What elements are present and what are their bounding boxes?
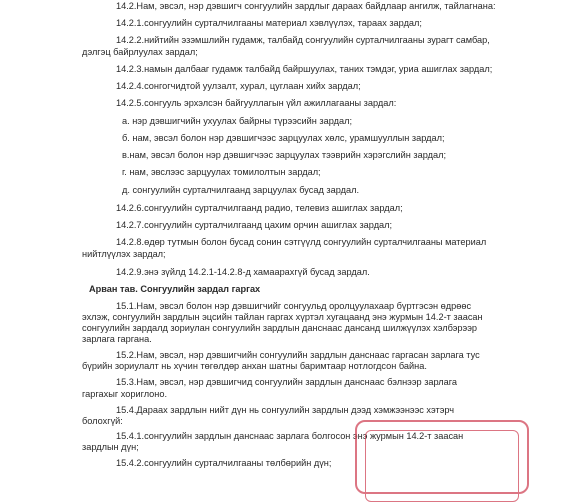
text-line: 14.2.3.намын далбааг гудамж талбайд байршуулах, таних тэмдэг, уриа ашиглах зардал; (116, 64, 493, 75)
text-line: эхлэж, сонгуулийн зардлын эцсийн тайлан гаргах хүртэл хугацаанд энэ журмын 14.2-т заасан (82, 311, 483, 322)
text-line: зардлын дүн; (82, 442, 139, 453)
text-line: гаргахыг хориглоно. (82, 388, 168, 399)
text-line: дэлгэц байрлуулах зардал; (82, 46, 198, 57)
text-line: 14.2.7.сонгуулийн сурталчилгаанд цахим орчин ашиглах зардал; (116, 220, 393, 231)
stamp-inner-border (365, 430, 519, 502)
text-line: 14.2.5.сонгууль эрхэлсэн байгууллагын үйл ажиллагааны зардал: (116, 98, 397, 109)
text-line: 14.2.1.сонгуулийн сурталчилгааны материал хэвлүүлэх, тараах зардал; (116, 17, 422, 28)
text-line: 14.2.4.сонгогчидтой уулзалт, хурал, цуглаан хийх зардал; (116, 81, 361, 92)
text-line: 14.2.6.сонгуулийн сурталчилгаанд радио, телевиз ашиглах зардал; (116, 203, 403, 214)
text-line: 15.2.Нам, эвсэл, нэр дэвшигчийн сонгуулийн зардлын данснаас гаргасан зарлага тус (116, 350, 480, 361)
text-line: 14.2.2.нийтийн эзэмшлийн гудамж, талбайд сонгуулийн сурталчилгааны зурагт самбар, (116, 35, 490, 45)
text-line: 15.1.Нам, эвсэл болон нэр дэвшигчийг сонгуульд оролцуулахаар бүртгэсэн өдрөөс (116, 300, 472, 311)
text-line: б. нам, эвсэл болон нэр дэвшигчээс зарцуулах хөлс, урамшууллын зардал; (122, 133, 445, 144)
text-line: 15.4.1.сонгуулийн зардлын данснаас зарлага болгосон энэ журмын 14.2-т заасан (116, 431, 464, 442)
text-line: болохгүй: (82, 415, 123, 426)
text-line: а. нэр дэвшигчийн ухуулах байрны түрээсийн зардал; (122, 116, 353, 127)
text-line: 15.4.Дараах зардлын нийт дүн нь сонгуулийн зардлын дээд хэмжээнээс хэтэрч (116, 404, 455, 415)
text-line: 14.2.Нам, эвсэл, нэр дэвшигч сонгуулийн зардлыг дараах байдлаар ангилж, тайлагнана: (116, 0, 496, 11)
text-line: сонгуулийн зардалд зориулан сонгуулийн зардлын данснаас дансанд шилжүүлэх хэлбэрээр (82, 322, 478, 333)
section-heading: Арван тав. Сонгуулийн зардал гаргах (89, 284, 261, 295)
text-line: д. сонгуулийн сурталчилгаанд зарцуулах бусад зардал. (122, 185, 360, 196)
text-line: бүрийн зориулалт нь хүчин төгөлдөр анхан шатны баримтаар нотлогдсон байна. (82, 361, 427, 372)
stamp-seal (355, 420, 529, 494)
text-line: г. нам, эвслээс зарцуулах томилолтын зардал; (122, 167, 321, 178)
text-line: в.нам, эвсэл болон нэр дэвшигчээс зарцуулах тээврийн хэрэгслийн зардал; (122, 150, 447, 161)
text-line: 15.3.Нам, эвсэл, нэр дэвшигчид сонгуулийн зардлын данснаас бэлнээр зарлага (116, 377, 458, 388)
text-line: 15.4.2.сонгуулийн сурталчилгааны төлбөрийн дүн; (116, 457, 332, 468)
text-line: 14.2.8.өдөр тутмын болон бусад сонин сэтгүүлд сонгуулийн сурталчилгааны материал (116, 237, 487, 248)
text-line: 14.2.9.энэ зүйлд 14.2.1-14.2.8-д хамаарахгүй бусад зардал. (116, 267, 370, 278)
text-line: нийтлүүлэх зардал; (82, 249, 166, 260)
text-line: зарлага гаргана. (82, 333, 152, 344)
